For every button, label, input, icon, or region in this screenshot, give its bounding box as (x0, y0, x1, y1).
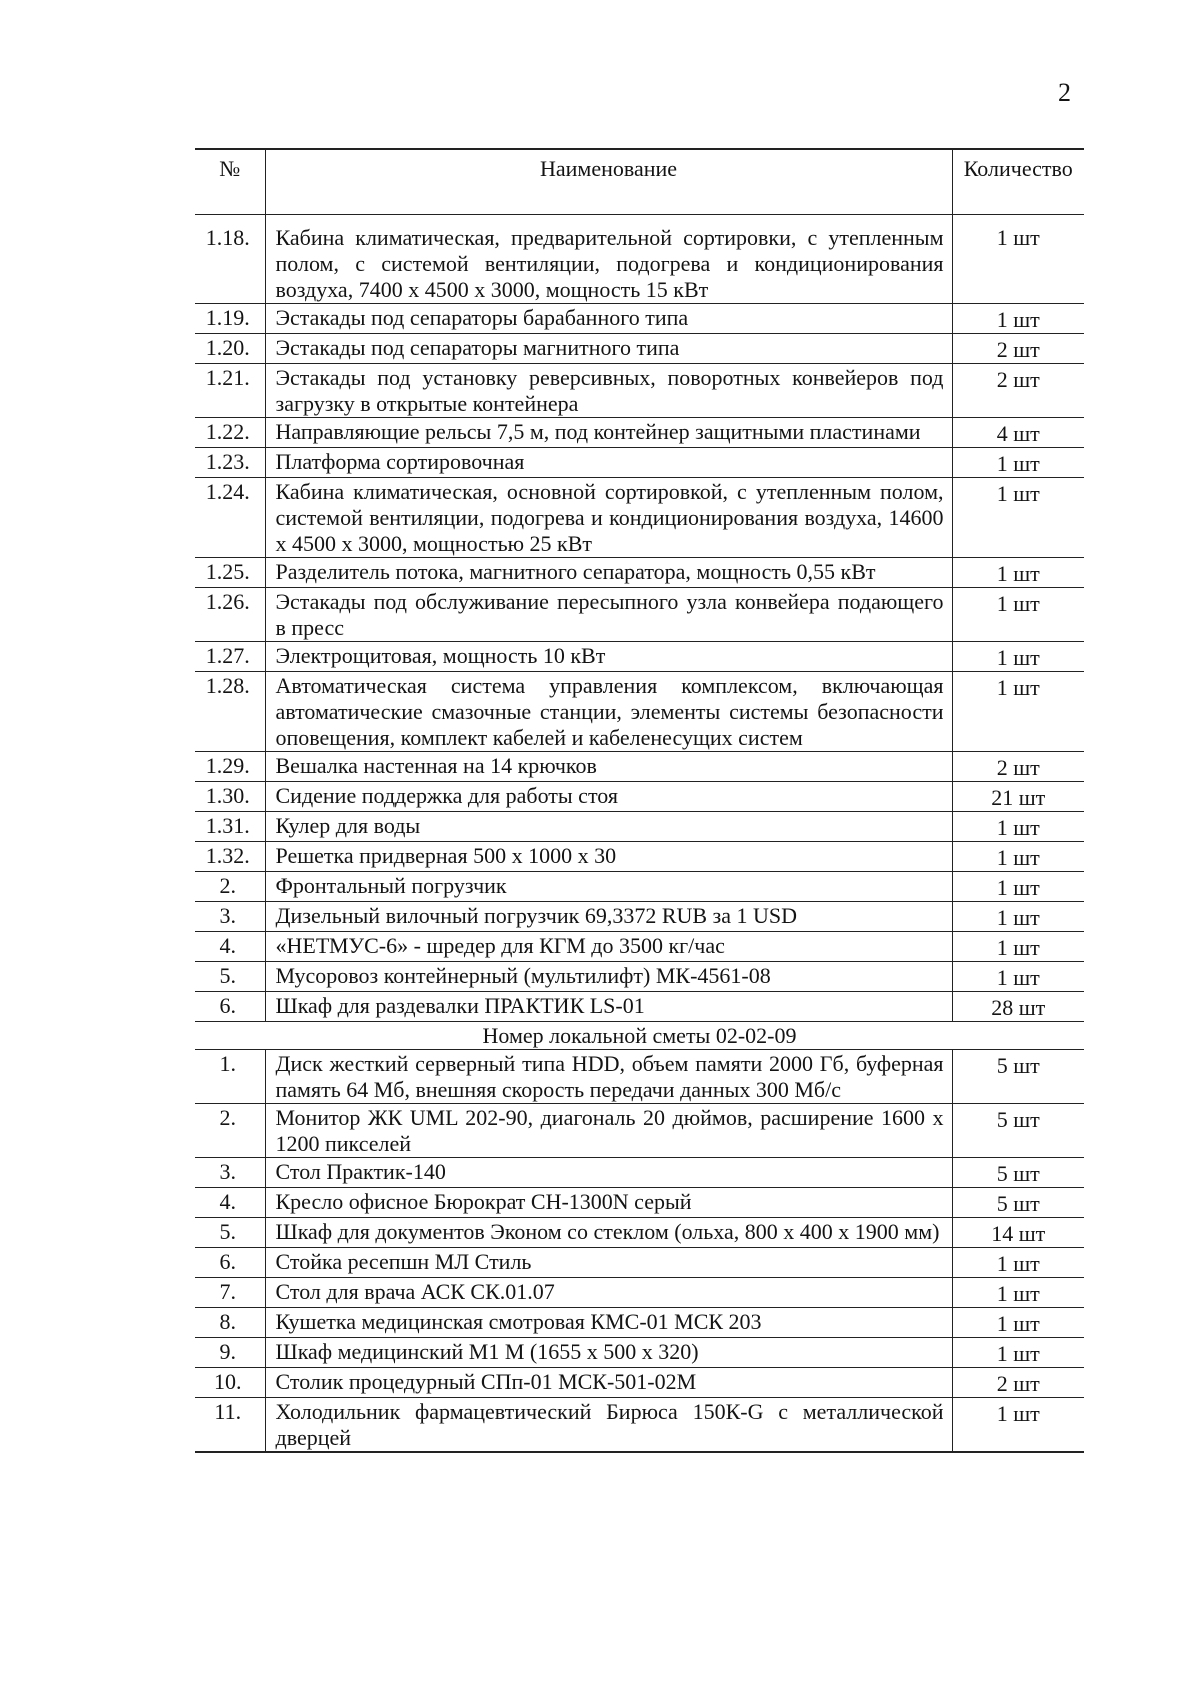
row-quantity: 1 шт (952, 478, 1084, 558)
row-number: 1.31. (195, 812, 265, 842)
table-row (195, 448, 1084, 478)
row-name: «НЕТМУС-6» - шредер для КГМ до 3500 кг/час (265, 932, 952, 962)
page-number: 2 (1058, 78, 1071, 107)
table-row (195, 588, 1084, 642)
table-row (195, 1158, 1084, 1188)
header-quantity: Количество (952, 149, 1084, 215)
row-quantity: 2 шт (952, 334, 1084, 364)
row-quantity: 2 шт (952, 364, 1084, 418)
row-name: Кабина климатическая, основной сортировкой, с утепленным полом, системой вентиляции, подогрева и кондиционирования воздуха, 14600 х 4500 х 3000, мощностью 25 кВт (265, 478, 952, 558)
table-row (195, 1398, 1084, 1453)
row-name: Стол для врача АСК СК.01.07 (265, 1278, 952, 1308)
row-number: 10. (195, 1368, 265, 1398)
row-quantity: 1 шт (952, 812, 1084, 842)
table-row (195, 902, 1084, 932)
row-name: Электрощитовая, мощность 10 кВт (265, 642, 952, 672)
row-number: 1.20. (195, 334, 265, 364)
row-number: 1.30. (195, 782, 265, 812)
row-number: 7. (195, 1278, 265, 1308)
row-quantity: 2 шт (952, 1368, 1084, 1398)
table-row (195, 932, 1084, 962)
row-name: Эстакады под сепараторы барабанного типа (265, 304, 952, 334)
row-name: Кушетка медицинская смотровая КМС-01 МСК 203 (265, 1308, 952, 1338)
row-name: Автоматическая система управления комплексом, включающая автоматические смазочные станции, элементы системы безопасности оповещения, комплект кабелей и кабеленесущих систем (265, 672, 952, 752)
row-name: Эстакады под сепараторы магнитного типа (265, 334, 952, 364)
row-number: 9. (195, 1338, 265, 1368)
row-number: 1.19. (195, 304, 265, 334)
table-row (195, 962, 1084, 992)
row-quantity: 5 шт (952, 1188, 1084, 1218)
section-row (195, 1022, 1084, 1050)
row-quantity: 1 шт (952, 962, 1084, 992)
row-name: Вешалка настенная на 14 крючков (265, 752, 952, 782)
row-quantity: 1 шт (952, 642, 1084, 672)
row-number: 4. (195, 1188, 265, 1218)
table-row (195, 558, 1084, 588)
section-title: Номер локальной сметы 02-02-09 (195, 1022, 1084, 1050)
row-number: 1.29. (195, 752, 265, 782)
table-row (195, 752, 1084, 782)
table-row (195, 418, 1084, 448)
row-quantity: 5 шт (952, 1050, 1084, 1104)
row-number: 1.21. (195, 364, 265, 418)
row-name: Холодильник фармацевтический Бирюса 150К-G с металлической дверцей (265, 1398, 952, 1453)
table-row (195, 334, 1084, 364)
table-row (195, 364, 1084, 418)
table-row (195, 842, 1084, 872)
table-row (195, 1104, 1084, 1158)
row-quantity: 5 шт (952, 1158, 1084, 1188)
table-row (195, 642, 1084, 672)
row-name: Платформа сортировочная (265, 448, 952, 478)
row-name: Сидение поддержка для работы стоя (265, 782, 952, 812)
row-quantity: 1 шт (952, 215, 1084, 304)
row-number: 8. (195, 1308, 265, 1338)
table-row (195, 478, 1084, 558)
row-name: Монитор ЖК UML 202-90, диагональ 20 дюймов, расширение 1600 х 1200 пикселей (265, 1104, 952, 1158)
row-quantity: 1 шт (952, 872, 1084, 902)
row-number: 6. (195, 992, 265, 1022)
table-row (195, 672, 1084, 752)
row-name: Направляющие рельсы 7,5 м, под контейнер защитными пластинами (265, 418, 952, 448)
row-number: 1.32. (195, 842, 265, 872)
row-number: 3. (195, 1158, 265, 1188)
row-number: 1.25. (195, 558, 265, 588)
row-quantity: 1 шт (952, 1308, 1084, 1338)
row-name: Фронтальный погрузчик (265, 872, 952, 902)
table-header-row (195, 149, 1084, 215)
row-number: 1.28. (195, 672, 265, 752)
row-name: Шкаф для документов Эконом со стеклом (ольха, 800 х 400 х 1900 мм) (265, 1218, 952, 1248)
row-number: 6. (195, 1248, 265, 1278)
row-number: 1.23. (195, 448, 265, 478)
row-number: 1.22. (195, 418, 265, 448)
table-row (195, 1050, 1084, 1104)
row-name: Кресло офисное Бюрократ СН-1300N серый (265, 1188, 952, 1218)
table-row (195, 1248, 1084, 1278)
table-row (195, 1308, 1084, 1338)
row-quantity: 2 шт (952, 752, 1084, 782)
table-row (195, 304, 1084, 334)
table-row (195, 1188, 1084, 1218)
table-row (195, 1338, 1084, 1368)
row-quantity: 1 шт (952, 902, 1084, 932)
row-number: 1.26. (195, 588, 265, 642)
row-quantity: 1 шт (952, 842, 1084, 872)
table-row (195, 782, 1084, 812)
row-number: 3. (195, 902, 265, 932)
table-row (195, 992, 1084, 1022)
row-quantity: 1 шт (952, 672, 1084, 752)
row-name: Шкаф медицинский М1 М (1655 х 500 х 320) (265, 1338, 952, 1368)
row-quantity: 1 шт (952, 1248, 1084, 1278)
row-quantity: 14 шт (952, 1218, 1084, 1248)
table-row (195, 1278, 1084, 1308)
row-name: Эстакады под установку реверсивных, поворотных конвейеров под загрузку в открытые контейнера (265, 364, 952, 418)
row-name: Кабина климатическая, предварительной сортировки, с утепленным полом, с системой вентиляции, подогрева и кондиционирования воздуха, 7400 х 4500 х 3000, мощность 15 кВт (265, 215, 952, 304)
row-name: Шкаф для раздевалки ПРАКТИК LS-01 (265, 992, 952, 1022)
header-name: Наименование (265, 149, 952, 215)
row-name: Эстакады под обслуживание пересыпного узла конвейера подающего в пресс (265, 588, 952, 642)
row-quantity: 1 шт (952, 1398, 1084, 1453)
row-name: Дизельный вилочный погрузчик 69,3372 RUB за 1 USD (265, 902, 952, 932)
row-name: Кулер для воды (265, 812, 952, 842)
equipment-table (195, 148, 1084, 1453)
row-quantity: 1 шт (952, 588, 1084, 642)
row-number: 5. (195, 1218, 265, 1248)
row-number: 1.27. (195, 642, 265, 672)
table-row (195, 1218, 1084, 1248)
table-row (195, 872, 1084, 902)
row-number: 11. (195, 1398, 265, 1453)
row-number: 1.18. (195, 215, 265, 304)
row-quantity: 5 шт (952, 1104, 1084, 1158)
row-name: Столик процедурный СПп-01 МСК-501-02М (265, 1368, 952, 1398)
row-number: 5. (195, 962, 265, 992)
row-quantity: 1 шт (952, 1338, 1084, 1368)
row-number: 4. (195, 932, 265, 962)
row-quantity: 1 шт (952, 448, 1084, 478)
row-number: 1.24. (195, 478, 265, 558)
row-number: 2. (195, 872, 265, 902)
row-number: 1. (195, 1050, 265, 1104)
row-quantity: 1 шт (952, 558, 1084, 588)
row-quantity: 1 шт (952, 304, 1084, 334)
row-name: Стойка ресепшн МЛ Стиль (265, 1248, 952, 1278)
table-row (195, 812, 1084, 842)
row-name: Диск жесткий серверный типа HDD, объем памяти 2000 Гб, буферная память 64 Мб, внешняя скорость передачи данных 300 Мб/с (265, 1050, 952, 1104)
table-row (195, 1368, 1084, 1398)
row-quantity: 4 шт (952, 418, 1084, 448)
header-number: № (195, 149, 265, 215)
row-name: Решетка придверная 500 х 1000 х 30 (265, 842, 952, 872)
row-quantity: 1 шт (952, 932, 1084, 962)
row-quantity: 1 шт (952, 1278, 1084, 1308)
row-name: Разделитель потока, магнитного сепаратора, мощность 0,55 кВт (265, 558, 952, 588)
row-name: Мусоровоз контейнерный (мультилифт) МК-4561-08 (265, 962, 952, 992)
row-quantity: 28 шт (952, 992, 1084, 1022)
row-name: Стол Практик-140 (265, 1158, 952, 1188)
row-number: 2. (195, 1104, 265, 1158)
row-quantity: 21 шт (952, 782, 1084, 812)
table-row (195, 215, 1084, 304)
